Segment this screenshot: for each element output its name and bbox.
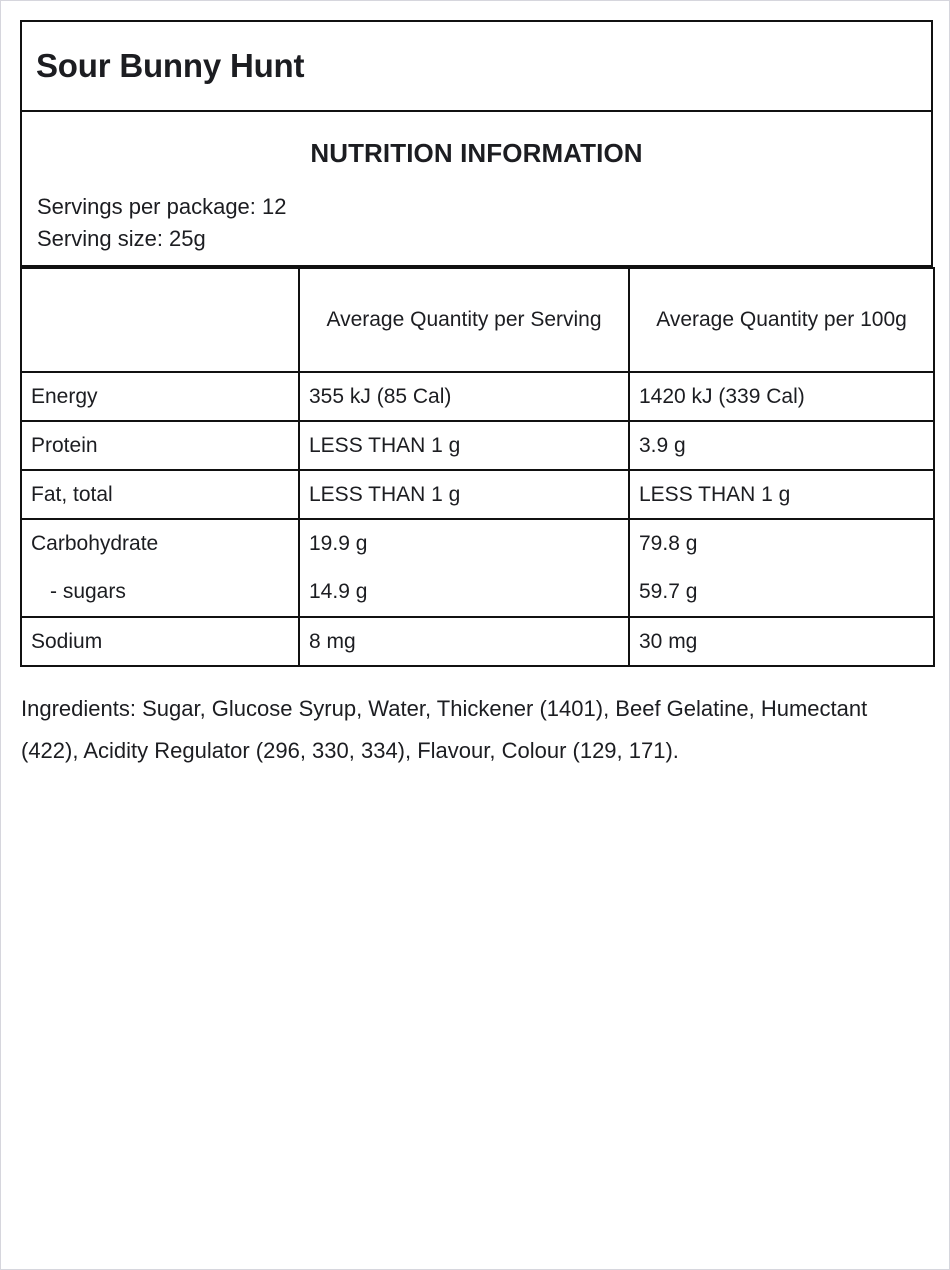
table-row	[21, 421, 934, 470]
nutrition-information-header-band	[20, 112, 933, 267]
ingredients-text: Ingredients: Sugar, Glucose Syrup, Water, Thickener (1401), Beef Gelatine, Humectant (422), Acidity Regulator (296, 330, 334), Flavour, Colour (129, 171).	[21, 695, 868, 763]
table-row	[21, 372, 934, 421]
fat-total-per-serving: LESS THAN 1 g	[299, 470, 629, 519]
sodium-per-100g: 30 mg	[629, 617, 934, 666]
energy-per-100g: 1420 kJ (339 Cal)	[629, 372, 934, 421]
column-header-per-100g: Average Quantity per 100g	[629, 268, 934, 372]
nutrient-name-carbohydrate: Carbohydrate	[31, 531, 159, 555]
nutrient-name-energy: Energy	[21, 372, 299, 421]
protein-per-100g: 3.9 g	[629, 421, 934, 470]
nutrient-name-sugars: - sugars	[50, 580, 126, 604]
carbohydrate-name-stack	[31, 525, 289, 609]
nutrient-name-protein: Protein	[21, 421, 299, 470]
servings-per-package-text: Servings per package: 12	[37, 194, 287, 219]
table-row	[21, 617, 934, 666]
sugars-per-serving: 14.9 g	[309, 580, 368, 604]
nutrient-name-carbohydrate-group	[21, 519, 299, 617]
table-row	[21, 519, 934, 617]
carbohydrate-serving-stack	[309, 525, 619, 609]
column-header-per-serving: Average Quantity per Serving	[299, 268, 629, 372]
nutrition-information-heading: NUTRITION INFORMATION	[310, 138, 643, 168]
table-header-row	[21, 268, 934, 372]
carbohydrate-per-serving-group	[299, 519, 629, 617]
nutrition-table-header	[21, 268, 934, 372]
sugars-per-100g: 59.7 g	[639, 580, 698, 604]
product-title-band	[20, 20, 933, 112]
column-header-nutrient	[21, 268, 299, 372]
protein-per-serving: LESS THAN 1 g	[299, 421, 629, 470]
nutrition-table-body	[21, 372, 934, 666]
nutrition-label-card	[20, 20, 933, 771]
serving-size-text: Serving size: 25g	[37, 225, 206, 251]
carbohydrate-per-100g: 79.8 g	[639, 531, 698, 555]
nutrient-name-fat-total: Fat, total	[21, 470, 299, 519]
carbohydrate-per-serving: 19.9 g	[309, 531, 368, 555]
energy-per-serving: 355 kJ (85 Cal)	[299, 372, 629, 421]
carbohydrate-hundred-stack	[639, 525, 924, 609]
carbohydrate-per-100g-group	[629, 519, 934, 617]
sodium-per-serving: 8 mg	[299, 617, 629, 666]
table-row	[21, 470, 934, 519]
page-title: Sour Bunny Hunt	[36, 46, 305, 84]
nutrient-name-sodium: Sodium	[21, 617, 299, 666]
fat-total-per-100g: LESS THAN 1 g	[629, 470, 934, 519]
nutrition-table	[20, 267, 935, 667]
